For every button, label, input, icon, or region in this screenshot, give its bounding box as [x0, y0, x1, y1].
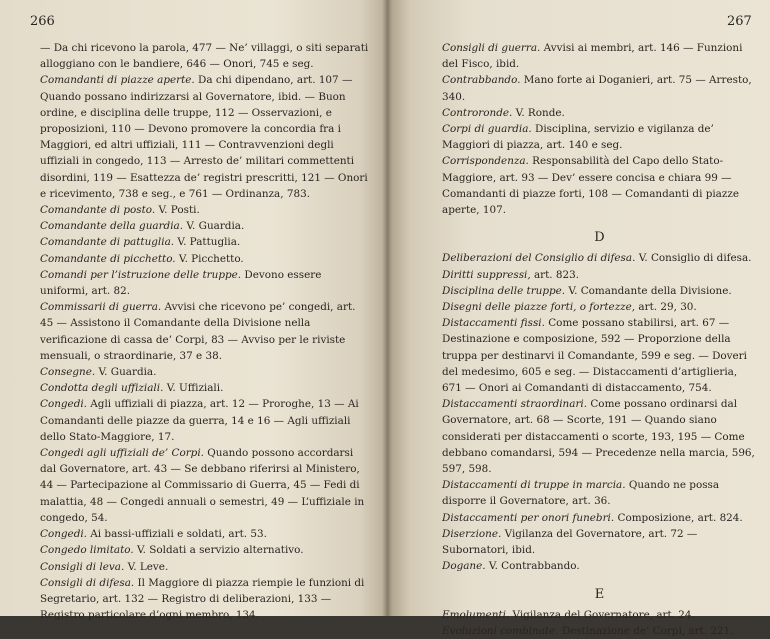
index-entry — [40, 267, 370, 299]
entry-text: art. 823. — [533, 268, 580, 281]
entry-text: Quando ne possa disporre il Governatore, art. 36. — [442, 479, 720, 508]
entry-text: Vigilanza del Governatore, art. 24. — [512, 608, 695, 621]
section-letter: D — [594, 230, 605, 246]
entry-heading: Consigli di leva. — [40, 560, 125, 573]
entry-text: art. 29, 30. — [638, 301, 697, 314]
entry-text: V. Leve. — [127, 560, 169, 573]
entry-heading: Deliberazioni del Consiglio di difesa. — [442, 252, 636, 265]
entry-text: Disciplina, servizio e vigilanza de’ Maggiori di piazza, art. 140 e seg. — [442, 123, 714, 152]
index-entry — [442, 250, 757, 266]
index-entry — [442, 623, 757, 639]
index-entry — [442, 267, 757, 283]
entry-heading: Dogane. — [442, 560, 486, 573]
entry-heading: Consegne. — [40, 366, 96, 379]
entry-text: V. Guardia. — [186, 220, 245, 233]
index-entry — [40, 575, 370, 624]
entry-text: Responsabilità del Capo dello Stato-Maggiore, art. 93 — Dev’ essere concisa e chiara 99 — Comandanti di piazze forti, 108 — Comandanti di piazze aperte, 107. — [442, 155, 739, 217]
book-gutter — [382, 0, 392, 616]
index-entry — [442, 283, 757, 299]
entry-text: V. Posti. — [158, 204, 200, 217]
entry-heading: Congedi agli uffiziali de’ Corpi. — [40, 447, 204, 460]
entry-heading: Disciplina delle truppe. — [442, 284, 566, 297]
entry-heading: Diserzione. — [442, 527, 502, 540]
entry-heading: Congedo limitato. — [40, 544, 134, 557]
entry-text: V. Pattuglia. — [177, 236, 241, 249]
entry-heading: Comandante di pattuglia. — [40, 236, 175, 249]
index-entry — [40, 445, 370, 526]
entry-heading: Distaccamenti di truppe in marcia. — [442, 479, 626, 492]
index-entry — [40, 202, 370, 218]
index-entry — [442, 526, 757, 558]
entry-heading: Congedi. — [40, 528, 87, 541]
entry-text: Composizione, art. 824. — [617, 511, 743, 524]
entry-heading: Consigli di difesa. — [40, 576, 135, 589]
index-entry — [442, 153, 757, 218]
entry-heading: Corpi di guardia. — [442, 123, 532, 136]
index-entry — [40, 40, 370, 72]
index-column — [40, 40, 370, 623]
entry-heading: Distaccamenti fissi. — [442, 317, 545, 330]
entry-text: Quando possono accordarsi dal Governatore, art. 43 — Se debbano riferirsi al Ministero, 44 — Partecipazione al Commissario di Guerra, 45 — Fedi di malattia, 48 — Congedi annuali o semestri, 49 — L’uffiziale in congedo, 54. — [40, 447, 365, 524]
entry-heading: Commissarii di guerra. — [40, 301, 162, 314]
entry-text: V. Guardia. — [98, 366, 157, 379]
section-letter: E — [594, 586, 605, 602]
entry-text: V. Comandante della Divisione. — [568, 284, 732, 297]
index-entry — [442, 121, 757, 153]
index-entry — [442, 299, 757, 315]
index-entry — [40, 396, 370, 445]
index-entry — [442, 607, 757, 623]
entry-heading: Evoluzioni combinate. — [442, 624, 559, 637]
entry-text: Il Maggiore di piazza riempie le funzioni di Segretario, art. 132 — Registro di deliberazioni, 133 — Registro particolare d’ogni membro, 134. — [40, 576, 365, 622]
left-page — [0, 0, 387, 622]
index-entry — [442, 558, 757, 574]
index-entry — [40, 251, 370, 267]
entry-text: — Da chi ricevono la parola, 477 — Ne’ villaggi, o siti separati alloggiano con le bandiere, 646 — Onori, 745 e seg. — [40, 42, 369, 71]
entry-text: V. Contrabbando. — [488, 560, 580, 573]
index-entry — [40, 542, 370, 558]
entry-text: V. Soldati a servizio alternativo. — [136, 544, 304, 557]
index-entry — [442, 105, 757, 121]
entry-heading: Comandante di posto. — [40, 204, 156, 217]
entry-heading: Condotta degli uffiziali. — [40, 382, 164, 395]
entry-heading: Congedi. — [40, 398, 87, 411]
index-entry — [40, 364, 370, 380]
entry-text: Mano forte ai Doganieri, art. 75 — Arresto, 340. — [442, 74, 752, 103]
entry-heading: Disegni delle piazze forti, o fortezze, — [442, 301, 636, 314]
entry-text: Ai bassi-uffiziali e soldati, art. 53. — [90, 528, 267, 541]
entry-text: V. Picchetto. — [178, 252, 244, 265]
index-entry — [40, 526, 370, 542]
entry-text: Agli uffiziali di piazza, art. 12 — Proroghe, 13 — Ai Comandanti delle piazze da guerra, 14 e 16 — Agli uffiziali dello Stato-Maggiore, 17. — [40, 398, 359, 443]
entry-text: Destinazione de’ Corpi, art. 221. — [561, 624, 734, 637]
index-entry — [442, 40, 757, 72]
entry-text: V. Ronde. — [515, 106, 565, 119]
index-column — [442, 40, 757, 639]
index-entry — [442, 510, 757, 526]
page-number: 266 — [30, 14, 55, 29]
entry-heading: Diritti suppressi, — [442, 268, 531, 281]
index-entry — [40, 559, 370, 575]
entry-text: Da chi dipendano, art. 107 — Quando possano indirizzarsi al Governatore, ibid. — Buon ordine, e disciplina delle truppe, 112 — Osservazioni, e proposizioni, 110 — Devono promovere la concordia fra i Maggiori, ed altri uffiziali, 111 — Contravvenzioni degli uffiziali in congedo, 113 — Arresto de’ militari commettenti disordini, 119 — Esattezza de’ registri prescritti, 121 — Onori e ricevimento, 738 e seg., e 761 — Ordinanza, 783. — [40, 74, 368, 200]
index-entry — [40, 72, 370, 202]
entry-heading: Distaccamenti per onori funebri. — [442, 511, 615, 524]
entry-heading: Corrispondenza. — [442, 155, 529, 168]
entry-heading: Distaccamenti straordinari. — [442, 398, 588, 411]
entry-heading: Comandante di picchetto. — [40, 252, 176, 265]
index-entry — [442, 396, 757, 477]
entry-heading: Controronde. — [442, 106, 513, 119]
entry-text: Vigilanza del Governatore, art. 72 — Subornatori, ibid. — [442, 527, 698, 557]
entry-text: V. Uffiziali. — [166, 382, 224, 395]
page-number: 267 — [727, 14, 752, 29]
entry-text: V. Consiglio di difesa. — [638, 252, 752, 265]
index-entry — [40, 218, 370, 234]
index-entry — [40, 299, 370, 364]
entry-text: Come possano stabilirsi, art. 67 — Destinazione e composizione, 592 — Proporzione della truppa per destinarvi il Comandante, 599 e seg. — Doveri del medesimo, 605 e seg. — Distaccamenti d’artiglieria, 671 — Onori ai Comandanti di distaccamento, 754. — [442, 317, 747, 395]
entry-heading: Emolumenti. — [442, 608, 510, 621]
index-entry — [442, 315, 757, 396]
entry-heading: Comandanti di piazze aperte. — [40, 74, 195, 87]
entry-text: Come possano ordinarsi dal Governatore, art. 68 — Scorte, 191 — Quando siano considerati per distaccamenti o scorte, 193, 195 — Come debbano comandarsi, 594 — Precedenze nella marcia, 596, 597, 598. — [442, 398, 755, 476]
entry-heading: Contrabbando. — [442, 74, 521, 87]
entry-heading: Comandi per l’istruzione delle truppe. — [40, 268, 242, 281]
entry-text: Devono essere uniformi, art. 82. — [40, 268, 322, 298]
index-entry — [40, 380, 370, 396]
entry-text: Avvisi ai membri, art. 146 — Funzioni del Fisco, ibid. — [442, 42, 743, 71]
entry-text: Avvisi che ricevono pe’ congedi, art. 45 — Assistono il Comandante della Divisione nella verificazione di cassa de’ Corpi, 83 — Avviso per le riviste mensuali, o straordinarie, 37 e 38. — [40, 301, 356, 362]
entry-heading: Consigli di guerra. — [442, 42, 541, 54]
index-entry — [442, 72, 757, 104]
right-page — [387, 0, 770, 637]
index-entry — [442, 477, 757, 509]
index-entry — [40, 234, 370, 250]
entry-heading: Comandante della guardia. — [40, 220, 184, 233]
